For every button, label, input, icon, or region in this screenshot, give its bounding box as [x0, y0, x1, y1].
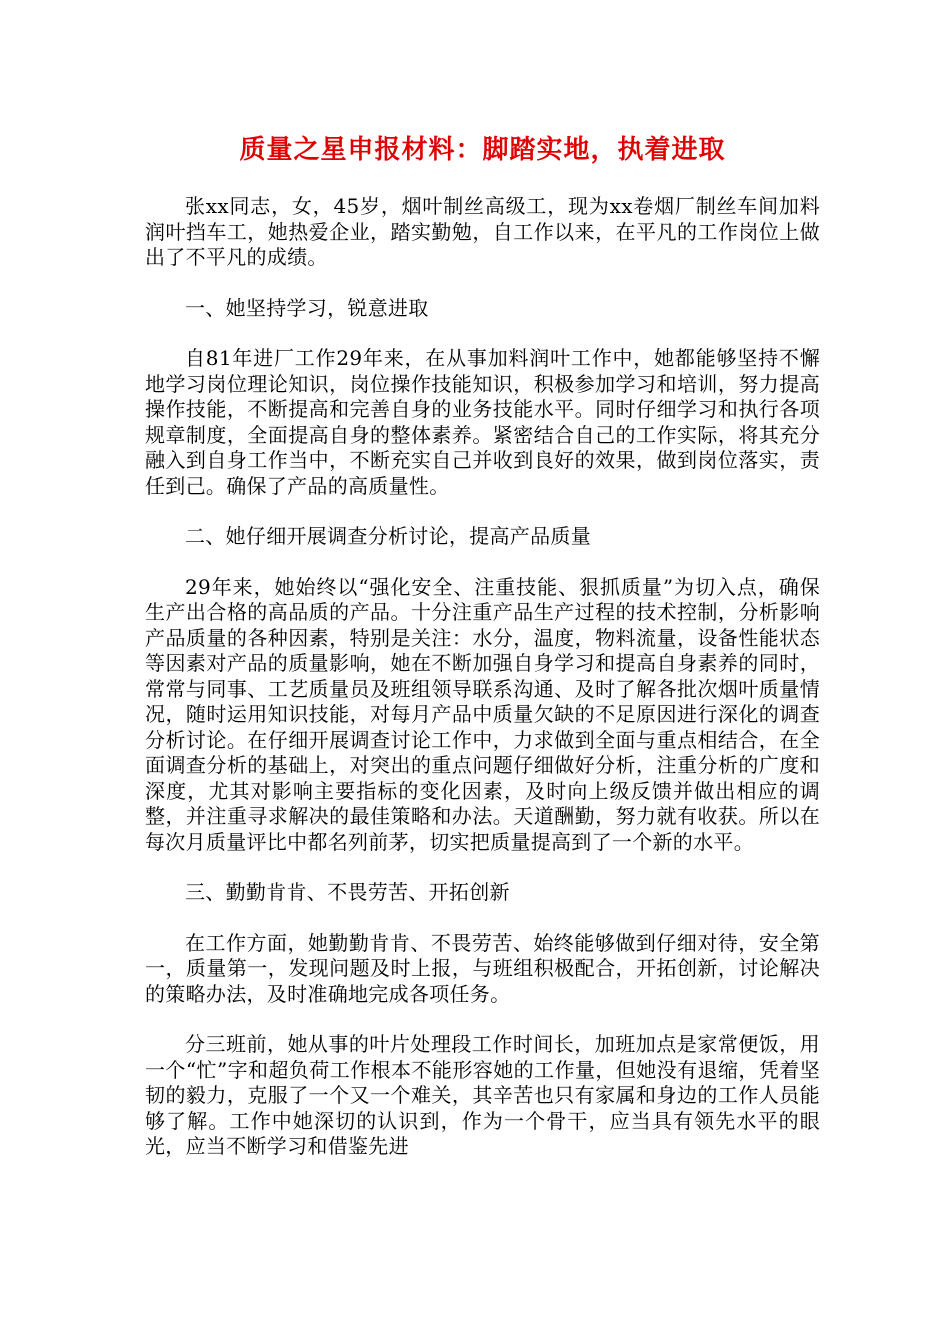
intro-paragraph: 张xx同志，女，45岁，烟叶制丝高级工，现为xx卷烟厂制丝车间加料润叶挡车工，她热爱企业，踏实勤勉，自工作以来，在平凡的工作岗位上做出了不平凡的成绩。 [145, 194, 820, 269]
section-heading-2: 二、她仔细开展调查分析讨论，提高产品质量 [185, 524, 591, 548]
section-heading-3: 三、勤勤肯肯、不畏劳苦、开拓创新 [185, 880, 510, 904]
document-title: 质量之星申报材料：脚踏实地，执着进取 [239, 135, 726, 165]
section-heading-1: 一、她坚持学习，锐意进取 [185, 295, 429, 320]
section-3-paragraph-1: 在工作方面，她勤勤肯肯、不畏劳苦、始终能够做到仔细对待，安全第一，质量第一，发现问题及时上报，与班组积极配合，开拓创新，讨论解决的策略办法，及时准确地完成各项任务。 [145, 930, 820, 1006]
section-1-paragraph: 自81年进厂工作29年来，在从事加料润叶工作中，她都能够坚持不懈地学习岗位理论知识，岗位操作技能知识，积极参加学习和培训，努力提高操作技能，不断提高和完善自身的业务技能水平。同时仔细学习和执行各项规章制度，全面提高自身的整体素养。紧密结合自己的工作实际，将其充分融入到自身工作当中，不断充实自己并收到良好的效果，做到岗位落实，责任到己。确保了产品的高质量性。 [145, 346, 820, 498]
section-2-paragraph: 29年来，她始终以“强化安全、注重技能、狠抓质量”为切入点，确保生产出合格的高品质的产品。十分注重产品生产过程的技术控制，分析影响产品质量的各种因素，特别是关注：水分，温度，物料流量，设备性能状态等因素对产品的质量影响，她在不断加强自身学习和提高自身素养的同时，常常与同事、工艺质量员及班组领导联系沟通、及时了解各批次烟叶质量情况，随时运用知识技能，对每月产品中质量欠缺的不足原因进行深化的调查分析讨论。在仔细开展调查讨论工作中，力求做到全面与重点相结合，在全面调查分析的基础上，对突出的重点问题仔细做好分析，注重分析的广度和深度，尤其对影响主要指标的变化因素，及时向上级反馈并做出相应的调整，并注重寻求解决的最佳策略和办法。天道酬勤，努力就有收获。所以在每次月质量评比中都名列前茅，切实把质量提高到了一个新的水平。 [145, 574, 820, 854]
section-3-paragraph-2: 分三班前，她从事的叶片处理段工作时间长，加班加点是家常便饭，用一个“忙”字和超负荷工作根本不能形容她的工作量，但她没有退缩，凭着坚韧的毅力，克服了一个又一个难关，其辛苦也只有家属和身边的工作人员能够了解。工作中她深切的认识到，作为一个骨干，应当具有领先水平的眼光，应当不断学习和借鉴先进 [145, 1032, 820, 1158]
